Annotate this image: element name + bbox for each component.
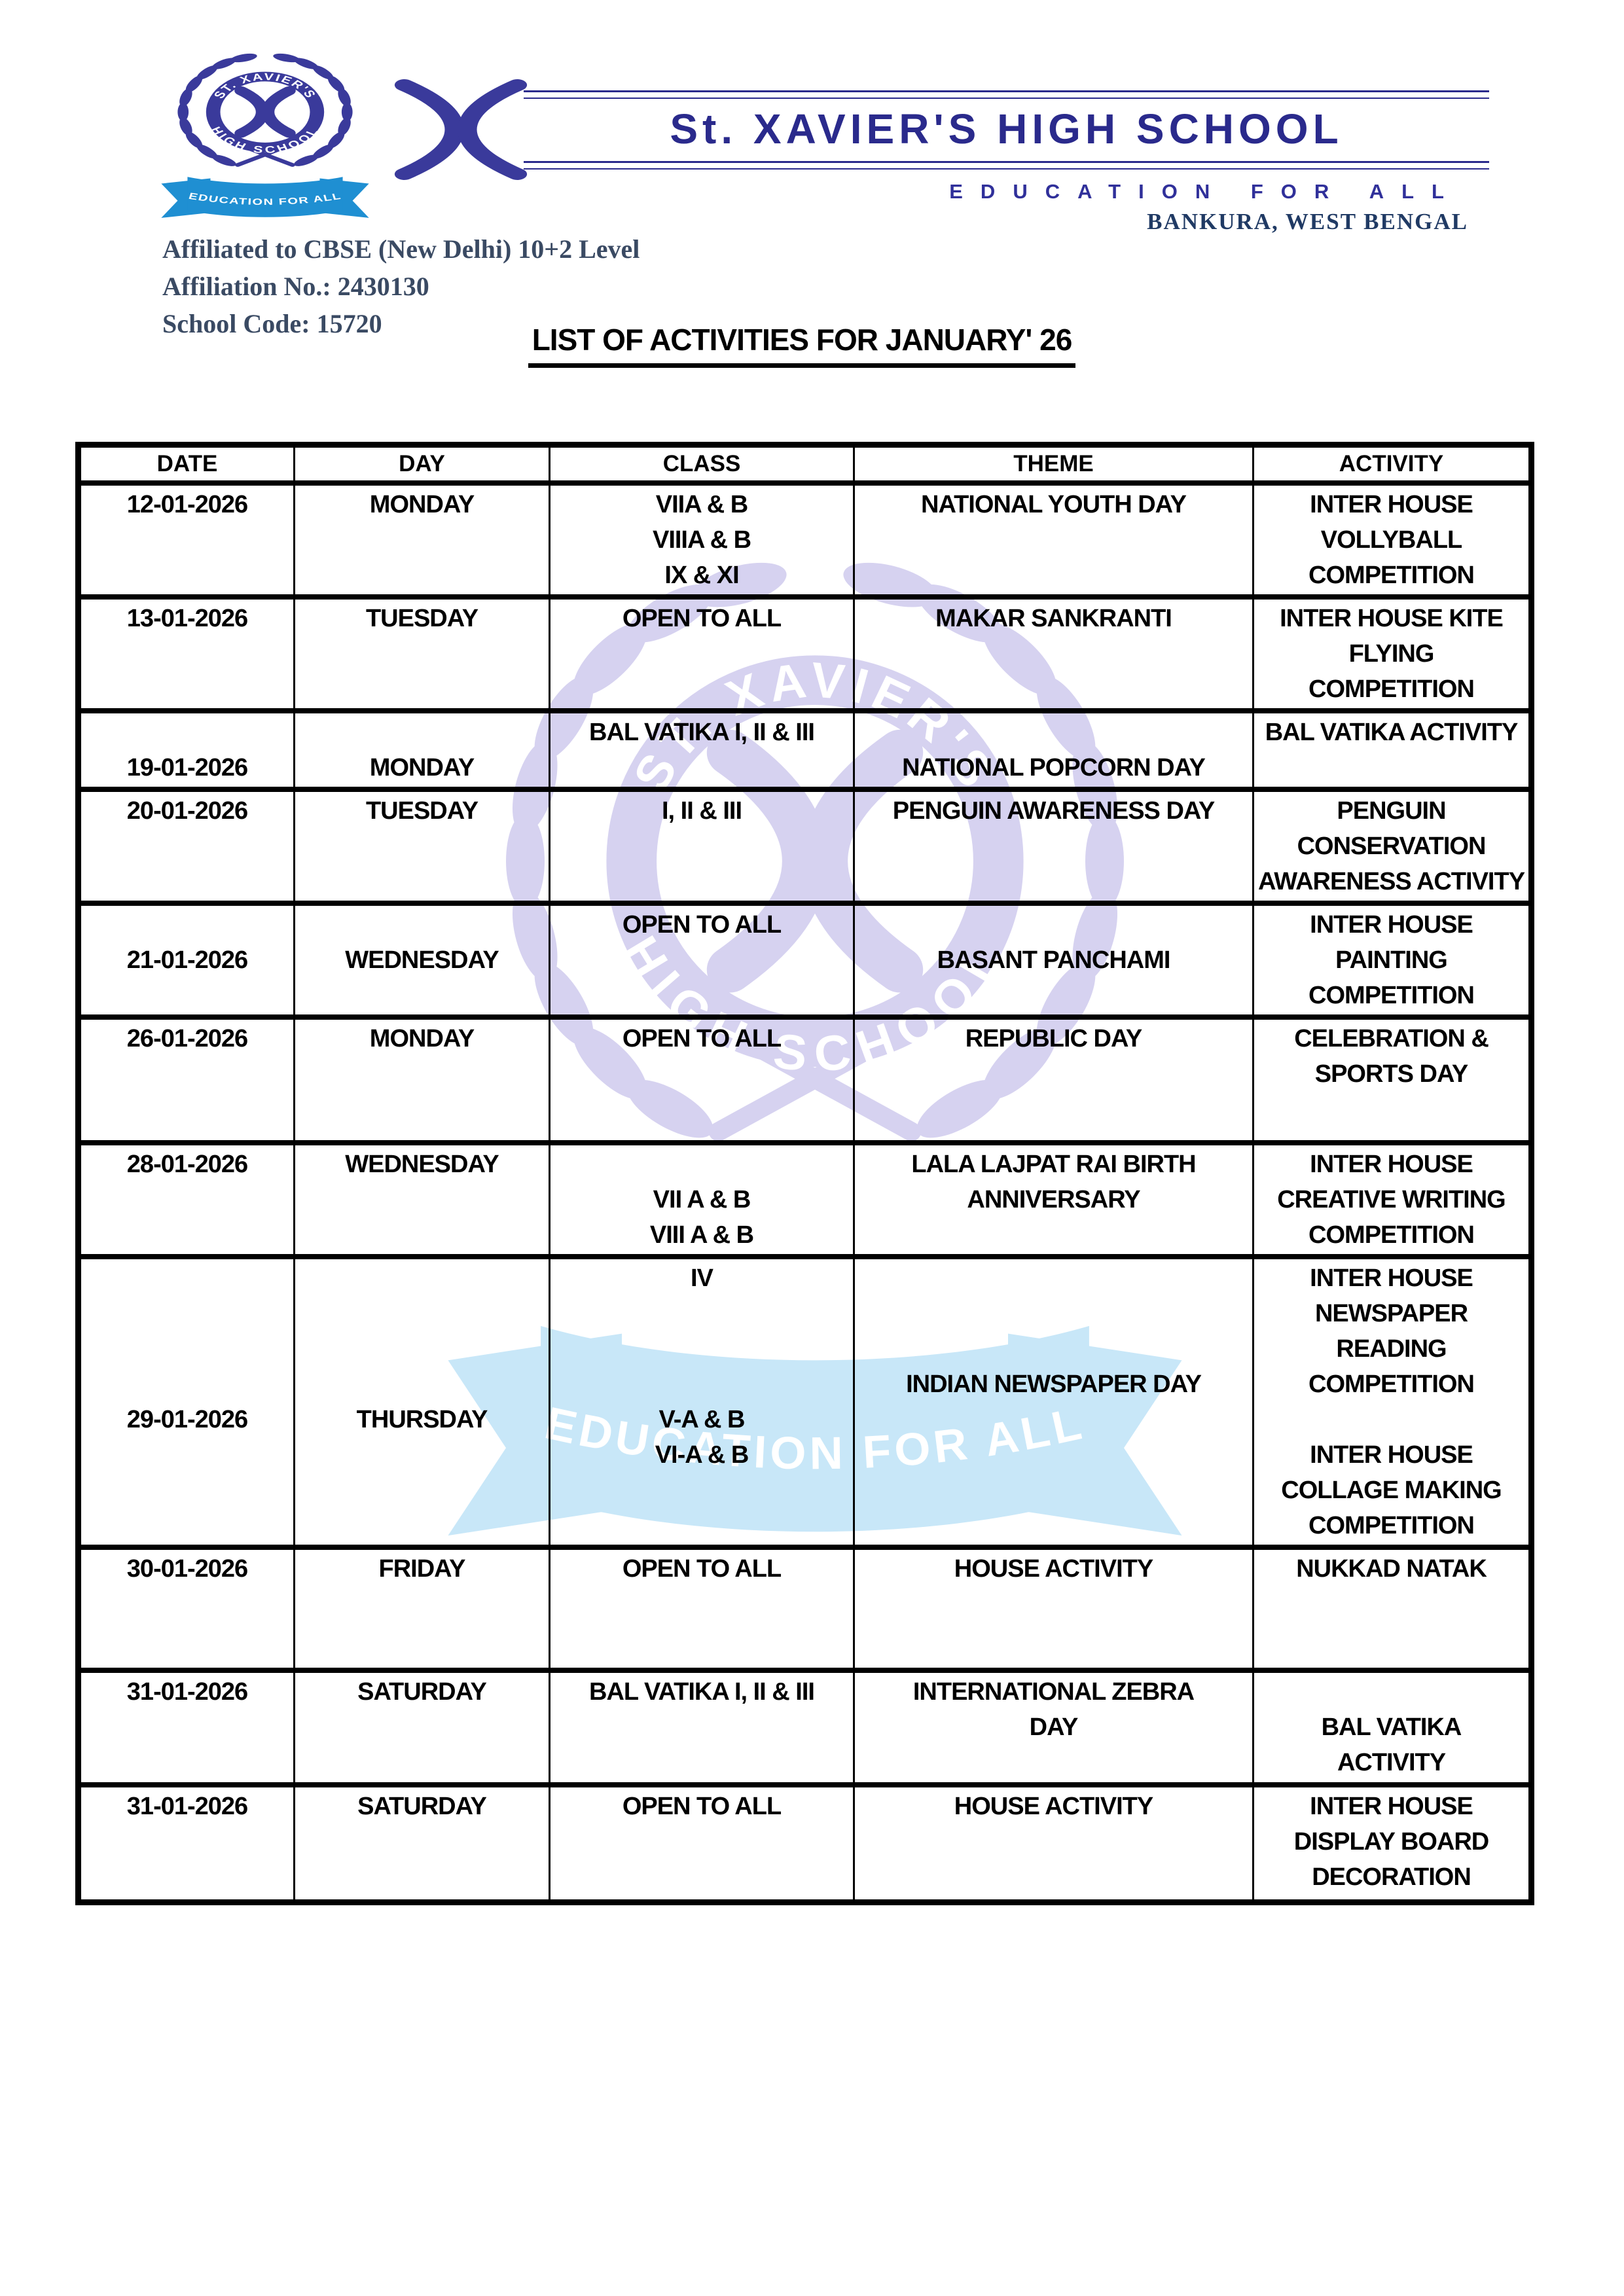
table-cell xyxy=(550,1257,854,1547)
cell-line: VIIIA & B xyxy=(652,526,751,554)
cell-line: BASANT PANCHAMI xyxy=(937,946,1170,974)
cell-line: NATIONAL YOUTH DAY xyxy=(921,491,1186,518)
cell-line: BAL VATIKA I, II & III xyxy=(589,719,814,746)
cell-line: V-A & B xyxy=(659,1406,745,1433)
cell-line xyxy=(553,1331,850,1367)
cell-line: HOUSE ACTIVITY xyxy=(954,1555,1153,1583)
cell-line: IV xyxy=(691,1265,713,1292)
cell-line xyxy=(857,907,1250,942)
cell-line: COMPETITION xyxy=(1308,675,1474,703)
column-header: ACTIVITY xyxy=(1254,445,1532,484)
table-cell xyxy=(1254,1547,1532,1670)
table-row xyxy=(79,903,1532,1017)
cell-line: INTER HOUSE xyxy=(1310,1793,1473,1820)
table-cell xyxy=(1254,1143,1532,1257)
cell-line xyxy=(298,1331,546,1367)
cell-line xyxy=(553,1367,850,1402)
school-x-logo-icon xyxy=(391,77,530,182)
table-cell xyxy=(550,597,854,711)
table-cell xyxy=(854,789,1254,903)
table-cell xyxy=(79,903,295,1017)
table-cell xyxy=(295,1017,550,1143)
cell-line: OPEN TO ALL xyxy=(622,1793,782,1820)
table-row xyxy=(79,1257,1532,1547)
cell-line: 21-01-2026 xyxy=(126,946,248,974)
cell-line xyxy=(1257,1402,1526,1437)
cell-line: COMPETITION xyxy=(1308,982,1474,1009)
cell-line: 29-01-2026 xyxy=(126,1406,248,1433)
cell-line: INTER HOUSE xyxy=(1310,491,1473,518)
table-row xyxy=(79,597,1532,711)
column-header: DATE xyxy=(79,445,295,484)
table-cell xyxy=(854,903,1254,1017)
cell-line xyxy=(84,907,291,942)
cell-line: WEDNESDAY xyxy=(345,1151,499,1178)
cell-line: SATURDAY xyxy=(357,1793,486,1820)
table-cell xyxy=(295,597,550,711)
cell-line: MONDAY xyxy=(369,491,475,518)
table-cell xyxy=(854,711,1254,789)
cell-line: COMPETITION xyxy=(1308,1221,1474,1249)
cell-line: COMPETITION xyxy=(1308,1512,1474,1539)
table-cell xyxy=(79,1670,295,1785)
school-tagline: EDUCATION FOR ALL xyxy=(949,180,1462,203)
table-cell xyxy=(1254,1017,1532,1143)
cell-line xyxy=(298,1261,546,1296)
affiliation-line: Affiliation No.: 2430130 xyxy=(162,272,429,301)
cell-line: SATURDAY xyxy=(357,1678,486,1706)
table-cell xyxy=(1254,1670,1532,1785)
table-cell xyxy=(79,1143,295,1257)
cell-line: I, II & III xyxy=(661,797,742,825)
cell-line xyxy=(298,1367,546,1402)
cell-line: COMPETITION xyxy=(1308,562,1474,589)
cell-line: INTER HOUSE xyxy=(1310,911,1473,939)
table-cell xyxy=(79,789,295,903)
cell-line: AWARENESS ACTIVITY xyxy=(1257,868,1525,895)
cell-line: THURSDAY xyxy=(356,1406,488,1433)
cell-line: OPEN TO ALL xyxy=(622,1025,782,1052)
table-row xyxy=(79,483,1532,597)
cell-line: BAL VATIKA ACTIVITY xyxy=(1265,719,1518,746)
table-cell xyxy=(295,1670,550,1785)
cell-line: VI-A & B xyxy=(655,1441,749,1469)
table-cell xyxy=(550,1143,854,1257)
table-cell xyxy=(295,903,550,1017)
cell-line: FRIDAY xyxy=(378,1555,465,1583)
table-cell xyxy=(79,1547,295,1670)
table-header-row xyxy=(79,445,1532,484)
cell-line: PENGUIN xyxy=(1337,797,1446,825)
cell-line: MAKAR SANKRANTI xyxy=(935,605,1172,632)
cell-line: PENGUIN AWARENESS DAY xyxy=(892,797,1215,825)
table-row xyxy=(79,1670,1532,1785)
cell-line: OPEN TO ALL xyxy=(622,1555,782,1583)
affiliation-line: Affiliated to CBSE (New Delhi) 10+2 Level xyxy=(162,234,640,264)
cell-line: BAL VATIKA I, II & III xyxy=(589,1678,814,1706)
column-header: CLASS xyxy=(550,445,854,484)
column-header: THEME xyxy=(854,445,1254,484)
cell-line xyxy=(553,1147,850,1182)
table-cell xyxy=(854,1017,1254,1143)
table-row xyxy=(79,1017,1532,1143)
table-cell xyxy=(295,483,550,597)
school-location: BANKURA, WEST BENGAL xyxy=(1147,209,1468,234)
table-row xyxy=(79,1143,1532,1257)
table-cell xyxy=(854,1257,1254,1547)
cell-line: DECORATION xyxy=(1312,1863,1471,1891)
cell-line: INTER HOUSE KITE xyxy=(1280,605,1503,632)
cell-line: HOUSE ACTIVITY xyxy=(954,1793,1153,1820)
cell-line xyxy=(298,907,546,942)
cell-line: 13-01-2026 xyxy=(126,605,248,632)
cell-line: 19-01-2026 xyxy=(126,754,248,781)
table-row xyxy=(79,1547,1532,1670)
table-cell xyxy=(1254,1785,1532,1902)
cell-line: INTER HOUSE xyxy=(1310,1441,1473,1469)
cell-line xyxy=(553,1296,850,1331)
cell-line xyxy=(857,1331,1250,1367)
school-name-block xyxy=(524,90,1489,235)
table-cell xyxy=(550,483,854,597)
cell-line xyxy=(857,1261,1250,1296)
cell-line xyxy=(1257,1674,1526,1710)
cell-line: 26-01-2026 xyxy=(126,1025,248,1052)
table-cell xyxy=(295,1547,550,1670)
table-cell xyxy=(550,789,854,903)
divider xyxy=(524,90,1489,99)
school-logo xyxy=(156,52,374,224)
cell-line xyxy=(84,1367,291,1402)
cell-line: SPORTS DAY xyxy=(1314,1060,1468,1088)
cell-line: READING xyxy=(1336,1335,1447,1363)
table-cell xyxy=(854,1143,1254,1257)
cell-line: 20-01-2026 xyxy=(126,797,248,825)
cell-line: CREATIVE WRITING xyxy=(1277,1186,1506,1213)
cell-line: COLLAGE MAKING xyxy=(1281,1477,1502,1504)
cell-line: VIIA & B xyxy=(655,491,748,518)
table-cell xyxy=(1254,483,1532,597)
cell-line: VIII A & B xyxy=(649,1221,754,1249)
cell-line: 28-01-2026 xyxy=(126,1151,248,1178)
cell-line xyxy=(298,715,546,750)
cell-line: NATIONAL POPCORN DAY xyxy=(902,754,1205,781)
cell-line: REPUBLIC DAY xyxy=(965,1025,1142,1052)
cell-line: 31-01-2026 xyxy=(126,1793,248,1820)
cell-line: WEDNESDAY xyxy=(345,946,499,974)
cell-line: IX & XI xyxy=(664,562,739,589)
cell-line: TUESDAY xyxy=(365,605,478,632)
cell-line: MONDAY xyxy=(369,1025,475,1052)
cell-line: 30-01-2026 xyxy=(126,1555,248,1583)
table-cell xyxy=(1254,789,1532,903)
cell-line xyxy=(298,1296,546,1331)
page-title: LIST OF ACTIVITIES FOR JANUARY' 26 xyxy=(528,322,1076,368)
table-cell xyxy=(79,483,295,597)
cell-line: DISPLAY BOARD xyxy=(1293,1828,1489,1856)
table-row xyxy=(79,711,1532,789)
cell-line: INTER HOUSE xyxy=(1310,1265,1473,1292)
cell-line xyxy=(84,1261,291,1296)
cell-line xyxy=(84,1331,291,1367)
table-cell xyxy=(1254,597,1532,711)
table-cell xyxy=(295,1785,550,1902)
table-cell xyxy=(295,1257,550,1547)
cell-line: DAY xyxy=(1029,1713,1078,1741)
cell-line: TUESDAY xyxy=(365,797,478,825)
cell-line: ANNIVERSARY xyxy=(967,1186,1140,1213)
table-cell xyxy=(79,1257,295,1547)
cell-line: COMPETITION xyxy=(1308,1371,1474,1398)
cell-line: INTER HOUSE xyxy=(1310,1151,1473,1178)
cell-line: MONDAY xyxy=(369,754,475,781)
table-cell xyxy=(295,789,550,903)
table-cell xyxy=(1254,1257,1532,1547)
table-cell xyxy=(79,1785,295,1902)
table-cell xyxy=(550,711,854,789)
cell-line: INDIAN NEWSPAPER DAY xyxy=(906,1371,1201,1398)
cell-line: VOLLYBALL xyxy=(1320,526,1462,554)
cell-line: CELEBRATION & xyxy=(1294,1025,1489,1052)
cell-line: VII A & B xyxy=(653,1186,751,1213)
table-cell xyxy=(295,711,550,789)
affiliation-line: School Code: 15720 xyxy=(162,309,382,338)
table-cell xyxy=(550,903,854,1017)
cell-line: OPEN TO ALL xyxy=(622,911,782,939)
table-cell xyxy=(550,1785,854,1902)
table-row xyxy=(79,789,1532,903)
page-title-wrap xyxy=(75,322,1528,368)
table-cell xyxy=(1254,711,1532,789)
cell-line: INTERNATIONAL ZEBRA xyxy=(912,1678,1195,1706)
table-cell xyxy=(854,483,1254,597)
table-cell xyxy=(550,1547,854,1670)
school-name: St. XAVIER'S HIGH SCHOOL xyxy=(670,105,1343,152)
cell-line: ACTIVITY xyxy=(1337,1749,1446,1776)
table-cell xyxy=(1254,903,1532,1017)
cell-line: NUKKAD NATAK xyxy=(1296,1555,1487,1583)
cell-line: CONSERVATION xyxy=(1297,833,1486,860)
table-cell xyxy=(79,711,295,789)
table-cell xyxy=(854,597,1254,711)
table-cell xyxy=(79,597,295,711)
cell-line: BAL VATIKA xyxy=(1321,1713,1462,1741)
cell-line xyxy=(857,715,1250,750)
table-cell xyxy=(854,1785,1254,1902)
table-cell xyxy=(295,1143,550,1257)
table-cell xyxy=(854,1670,1254,1785)
cell-line xyxy=(84,715,291,750)
table-cell xyxy=(854,1547,1254,1670)
column-header: DAY xyxy=(295,445,550,484)
cell-line: 12-01-2026 xyxy=(126,491,248,518)
table-row xyxy=(79,1785,1532,1902)
cell-line: NEWSPAPER xyxy=(1314,1300,1468,1327)
table-cell xyxy=(79,1017,295,1143)
cell-line: PAINTING xyxy=(1335,946,1447,974)
cell-line: LALA LAJPAT RAI BIRTH xyxy=(911,1151,1196,1178)
cell-line: 31-01-2026 xyxy=(126,1678,248,1706)
cell-line xyxy=(857,1296,1250,1331)
table-cell xyxy=(550,1670,854,1785)
divider xyxy=(524,161,1489,170)
cell-line: FLYING xyxy=(1348,640,1434,668)
cell-line xyxy=(84,1296,291,1331)
table-cell xyxy=(550,1017,854,1143)
cell-line: OPEN TO ALL xyxy=(622,605,782,632)
activities-table xyxy=(75,442,1534,1905)
